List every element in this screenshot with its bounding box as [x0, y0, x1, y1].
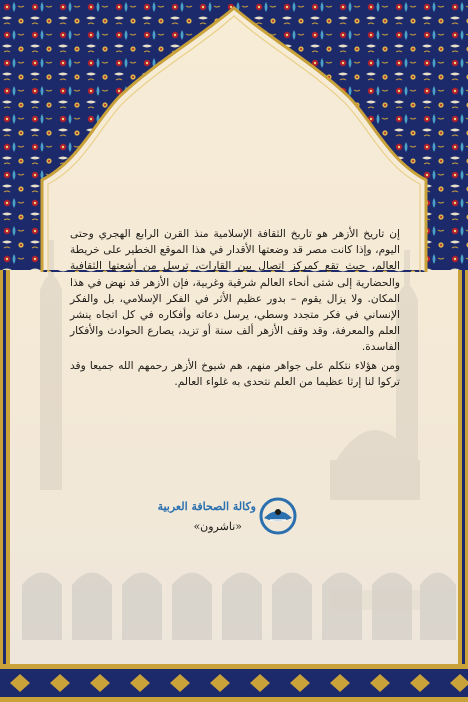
- main-text: [70, 226, 400, 390]
- paragraph-1: إن تاريخ الأزهر هو تاريخ الثقافة الإسلامية منذ القرن الرابع الهجري وحتى اليوم، وإذا كانت مصر قد وضعتها الأقدار في هذا الموقع الخطير على خريطة العالم، حيث تقع كمركز اتصال بين القارات، ترسل من أشعتها الثقافية والحضارية إلى شتى أنحاء العالم شرقية وغربية، فإن الأزهر قد نهض في هذا المكان. ولا يزال يقوم – بدور عظيم الأثر في الفكر الإسلامي، بل والفكر الإنساني في فكر متجدد وسطي، يرسل دعاته وأفكاره في كل اتجاه ينشر العلم والمعرفة، وقد وقف الأزهر ألف سنة أو تزيد، يصارع الحوادث والأفكار الفاسدة.: [70, 228, 400, 354]
- paragraph-2: ومن هؤلاء نتكلم على جواهر منهم، هم شيوخ الأزهر رحمهم الله جميعا وقد تركوا لنا إرثا عظيما من العلم نتحدى به غلواء العالم.: [70, 359, 400, 388]
- bottom-band: [0, 664, 468, 702]
- publisher-name: وكالة الصحافة العربية: [157, 500, 256, 513]
- publisher-emblem-icon: [258, 496, 298, 536]
- publisher-tagline: «ناشرون»: [193, 520, 242, 533]
- bottom-arches: [22, 573, 456, 641]
- publisher-logo: [157, 494, 300, 542]
